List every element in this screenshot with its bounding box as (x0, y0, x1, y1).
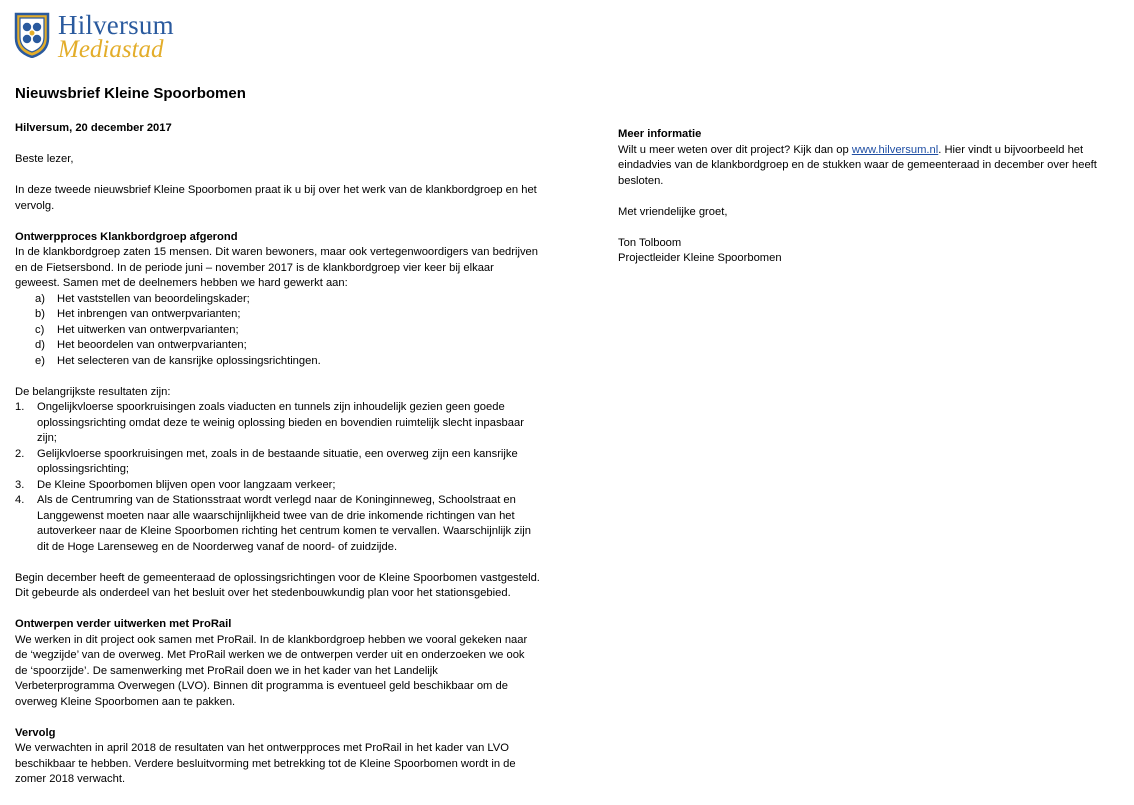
newsletter-title: Nieuwsbrief Kleine Spoorbomen (15, 85, 246, 102)
list-item-text: Het beoordelen van ontwerpvarianten; (57, 339, 247, 351)
list-marker: a) (35, 292, 45, 305)
list-marker: c) (35, 323, 45, 336)
date-line: Hilversum, 20 december 2017 (15, 122, 172, 134)
results-intro: De belangrijkste resultaten zijn: (15, 385, 171, 398)
info-heading: Meer informatie (618, 128, 702, 140)
list-item (15, 493, 540, 555)
list-marker: 4. (15, 494, 25, 506)
signature-role: Projectleider Kleine Spoorbomen (618, 252, 782, 264)
right-column (618, 127, 1123, 267)
list-item-text: Het vaststellen van beoordelingskader; (57, 292, 250, 305)
logo-text-hilversum: Hilversum (58, 10, 174, 40)
list-item (15, 478, 540, 494)
list-item-text: Gelijkvloerse spoorkruisingen met, zoals in de bestaande situatie, een overweg zijn een kansrijke oplossingsrichting; (37, 447, 518, 475)
list-marker: 3. (15, 478, 25, 491)
section-heading-klankbordgroep: Ontwerpproces Klankbordgroep afgerond (15, 230, 238, 243)
section-text-klankbordgroep: In de klankbordgroep zaten 15 mensen. Dit waren bewoners, maar ook vertegenwoordigers van bedrijven en de Fietsersbond. In de periode juni – november 2017 is de klankbordgroep vier keer bij elkaar geweest. Samen met de deelnemers hebben we hard gewerkt aan: (15, 246, 539, 289)
list-marker: 2. (15, 447, 25, 460)
list-item (15, 400, 540, 447)
list-item (15, 323, 540, 339)
hilversum-logo (14, 10, 194, 62)
list-item (15, 447, 540, 478)
website-link[interactable]: www.hilversum.nl (851, 143, 939, 156)
list-item (15, 354, 540, 370)
info-text-before-link: Wilt u meer weten over dit project? Kijk dan op (618, 143, 852, 156)
list-item (15, 307, 540, 323)
list-item-text: De Kleine Spoorbomen blijven open voor langzaam verkeer; (37, 478, 336, 491)
list-item-text: Ongelijkvloerse spoorkruisingen zoals viaducten en tunnels zijn inhoudelijk gezien geen goede oplossingsrichting omdat deze te weinig oplossing bieden en bovendien ruimtelijk slecht inpasbaar zijn; (37, 401, 524, 444)
left-column (15, 121, 540, 788)
results-list (15, 400, 540, 555)
greeting: Beste lezer, (15, 153, 74, 165)
intro-paragraph: In deze tweede nieuwsbrief Kleine Spoorbomen praat ik u bij over het werk van de klankbordgroep en het vervolg. (15, 184, 537, 212)
list-marker: 1. (15, 401, 25, 413)
section-text-prorail: We werken in dit project ook samen met ProRail. In de klankbordgroep hebben we vooral gekeken naar de ‘wegzijde’ van de overweg. Met ProRail werken we de ontwerpen verder uit en onderzoeken we ook de ‘spoorzijde’. De samenwerking met ProRail doen we in het kader van het Landelijk Verbeterprogramma Overwegen (LVO). Binnen dit programma is eventueel geld beschikbaar om de overweg Kleine Spoorbomen aan te pakken. (15, 633, 528, 708)
section-text-vervolg: We verwachten in april 2018 de resultaten van het ontwerpproces met ProRail in het kader van LVO beschikbaar te hebben. Verdere besluitvorming met betrekking tot de Kleine Spoorbomen wordt in de zomer 2018 verwacht. (15, 742, 516, 785)
section-heading-prorail: Ontwerpen verder uitwerken met ProRail (15, 618, 232, 630)
list-item-text: Het inbrengen van ontwerpvarianten; (57, 308, 241, 320)
december-paragraph: Begin december heeft de gemeenteraad de oplossingsrichtingen voor de Kleine Spoorbomen vastgesteld. Dit gebeurde als onderdeel van het besluit over het stedenbouwkundig plan voor het stationsgebied. (15, 571, 540, 599)
list-item-text: Het selecteren van de kansrijke oplossingsrichtingen. (57, 354, 321, 367)
logo-text-mediastad: Mediastad (58, 36, 164, 63)
crest-icon (14, 12, 50, 58)
list-item-text: Als de Centrumring van de Stationsstraat wordt verlegd naar de Koninginneweg, Schoolstraat en Langgewenst moeten naar alle waarschijnlijkheid twee van de drie inkomende richtingen van het autoverkeer naar de Kleine Spoorbomen richting het centrum komen te vervallen. Waarschijnlijk zijn dit de Hoge Larenseweg en de Noorderweg vanaf de noord- of zuidzijde. (37, 494, 531, 553)
list-item (15, 338, 540, 354)
list-marker: b) (35, 308, 45, 320)
list-marker: e) (35, 354, 45, 367)
work-list (15, 292, 540, 370)
info-paragraph (618, 143, 1123, 190)
list-marker: d) (35, 339, 45, 351)
signature-name: Ton Tolboom (618, 236, 682, 249)
info-text-after-link: . Hier vindt u bijvoorbeeld het eindadvies van de klankbordgroep en de stukken waar de gemeenteraad in december over heeft besloten. (618, 143, 1097, 187)
list-item (15, 292, 540, 308)
closing-line: Met vriendelijke groet, (618, 205, 728, 218)
section-heading-vervolg: Vervolg (15, 726, 56, 739)
list-item-text: Het uitwerken van ontwerpvarianten; (57, 323, 239, 336)
